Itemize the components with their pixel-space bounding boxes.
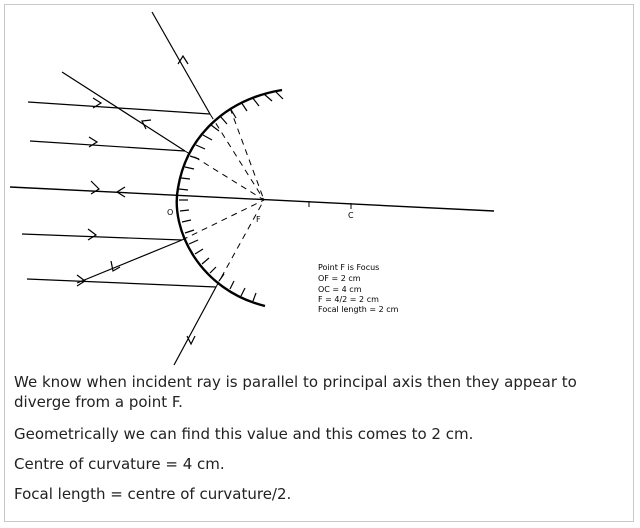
note-line: Point F is Focus: [318, 263, 380, 272]
point-label-c: C: [348, 211, 354, 220]
point-label-o: O: [167, 208, 174, 217]
note-line: OF = 2 cm: [318, 274, 361, 283]
note-line: Focal length = 2 cm: [318, 305, 399, 314]
note-line: F = 4/2 = 2 cm: [318, 295, 379, 304]
explanation-paragraph: Geometrically we can find this value and this comes to 2 cm.: [14, 425, 474, 443]
explanation-paragraph: We know when incident ray is parallel to principal axis then they appear to diverge from a point F.: [14, 373, 577, 411]
note-line: OC = 4 cm: [318, 285, 362, 294]
explanation-paragraph: Focal length = centre of curvature/2.: [14, 485, 292, 503]
diagram-notes: [318, 263, 399, 314]
explanation-text: [14, 372, 630, 514]
point-label-f: F: [256, 215, 261, 224]
reflected-rays: [62, 12, 216, 365]
principal-axis: [10, 187, 494, 211]
explanation-paragraph: Centre of curvature = 4 cm.: [14, 455, 225, 473]
incident-rays: [22, 102, 216, 287]
